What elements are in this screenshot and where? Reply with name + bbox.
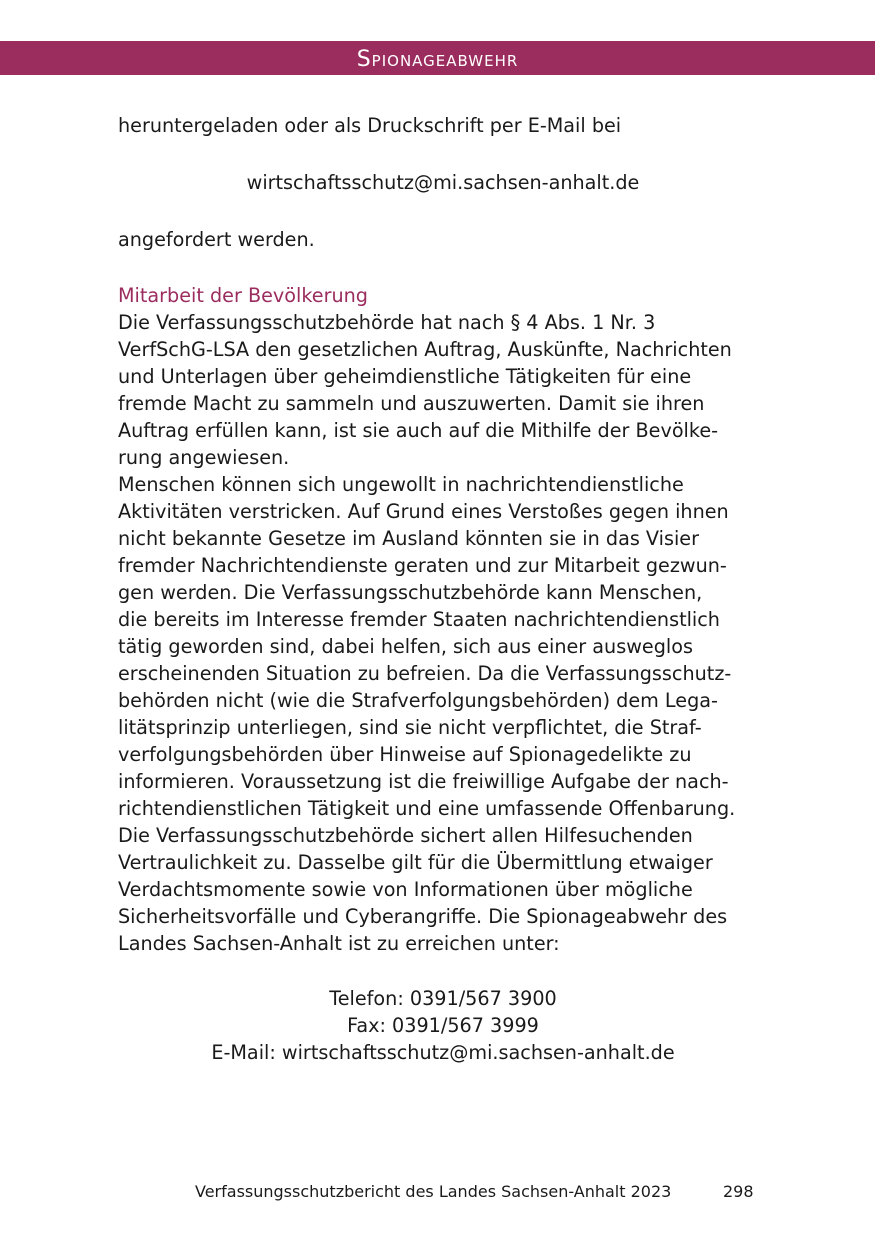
body-line: verfolgungsbehörden über Hinweise auf Spionagedelikte zu <box>118 743 692 766</box>
body-line: die bereits im Interesse fremder Staaten nachrichtendienstlich <box>118 608 720 631</box>
page-content <box>118 112 768 1066</box>
body-line: nicht bekannte Gesetze im Ausland könnten sie in das Visier <box>118 527 699 550</box>
body-line: Verdachtsmomente sowie von Informationen über mögliche <box>118 878 693 901</box>
body-line: informieren. Voraussetzung ist die freiwillige Aufgabe der nach- <box>118 770 729 793</box>
contact-block <box>118 985 768 1066</box>
body-line: Sicherheitsvorfälle und Cyberangriffe. Die Spionageabwehr des <box>118 905 728 928</box>
body-line: rung angewiesen. <box>118 446 290 469</box>
body-line: Menschen können sich ungewollt in nachrichtendienstliche <box>118 473 684 496</box>
body-line: behörden nicht (wie die Strafverfolgungsbehörden) dem Lega- <box>118 689 718 712</box>
body-line: erscheinenden Situation zu befreien. Da die Verfassungsschutz- <box>118 662 732 685</box>
intro-line-2: angefordert werden. <box>118 228 315 251</box>
intro-line-1: heruntergeladen oder als Druckschrift per E-Mail bei <box>118 114 622 137</box>
body-line: Die Verfassungsschutzbehörde sichert allen Hilfesuchenden <box>118 824 693 847</box>
section-body <box>118 309 768 957</box>
body-line: richtendienstlichen Tätigkeit und eine umfassende Offenbarung. <box>118 797 736 820</box>
footer-title: Verfassungsschutzbericht des Landes Sachsen-Anhalt 2023 <box>195 1182 672 1201</box>
body-line: Aktivitäten verstricken. Auf Grund eines Verstoßes gegen ihnen <box>118 500 729 523</box>
body-line: Die Verfassungsschutzbehörde hat nach § 4 Abs. 1 Nr. 3 <box>118 311 656 334</box>
body-line: VerfSchG-LSA den gesetzlichen Auftrag, Auskünfte, Nachrichten <box>118 338 732 361</box>
body-line: tätig geworden sind, dabei helfen, sich aus einer ausweglos <box>118 635 693 658</box>
body-line: Vertraulichkeit zu. Dasselbe gilt für die Übermittlung etwaiger <box>118 851 713 874</box>
intro-email: wirtschaftsschutz@mi.sachsen-anhalt.de <box>246 171 640 194</box>
body-line: Landes Sachsen-Anhalt ist zu erreichen unter: <box>118 932 560 955</box>
contact-phone: Telefon: 0391/567 3900 <box>329 987 557 1010</box>
contact-email: E-Mail: wirtschaftsschutz@mi.sachsen-anhalt.de <box>211 1041 675 1064</box>
body-line: gen werden. Die Verfassungsschutzbehörde kann Menschen, <box>118 581 703 604</box>
body-line: fremde Macht zu sammeln und auszuwerten. Damit sie ihren <box>118 392 705 415</box>
chapter-title: Spionageabwehr <box>356 47 519 72</box>
body-line: fremder Nachrichtendienste geraten und zur Mitarbeit gezwun- <box>118 554 727 577</box>
contact-fax: Fax: 0391/567 3999 <box>347 1014 539 1037</box>
body-line: und Unterlagen über geheimdienstliche Tätigkeiten für eine <box>118 365 692 388</box>
section-heading: Mitarbeit der Bevölkerung <box>118 284 368 307</box>
page-number: 298 <box>723 1182 754 1201</box>
body-line: litätsprinzip unterliegen, sind sie nicht verpflichtet, die Straf- <box>118 716 702 739</box>
body-line: Auftrag erfüllen kann, ist sie auch auf die Mithilfe der Bevölke- <box>118 419 719 442</box>
